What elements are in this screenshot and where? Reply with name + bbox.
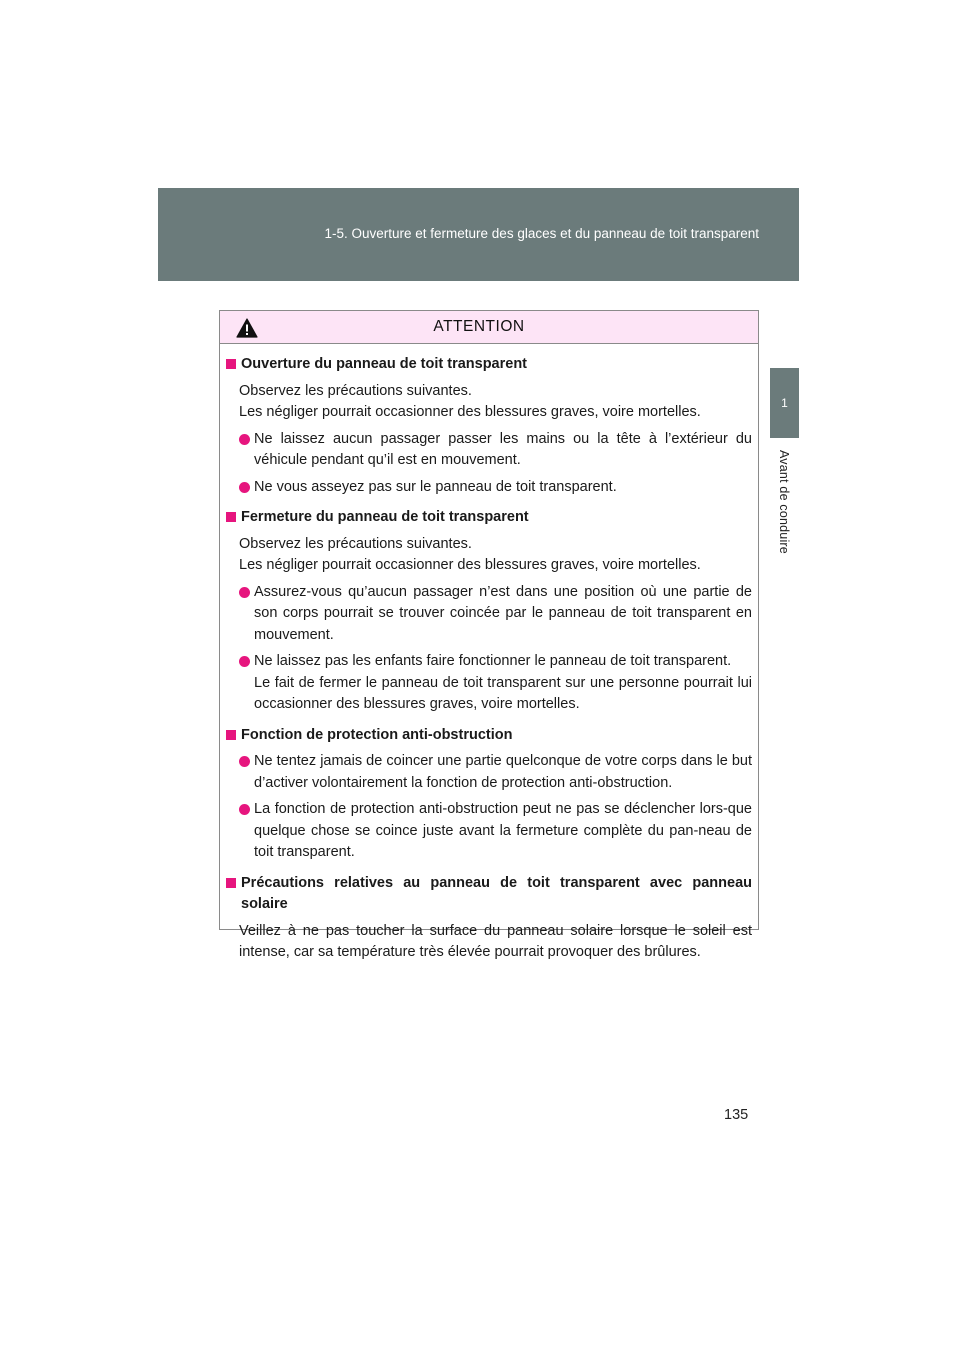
- bullet-item: Ne laissez pas les enfants faire fonctionner le panneau de toit transparent. Le fait de fermer le panneau de toit transparent sur une personne pourrait lui occasionner des blessures graves, voire mortelles.: [225, 651, 752, 716]
- warning-box: [219, 310, 759, 960]
- bullet-item: Ne tentez jamais de coincer une partie quelconque de votre corps dans le but d’activer volontairement la fonction de protection anti-obstruction.: [225, 751, 752, 794]
- square-bullet-icon: [226, 730, 236, 740]
- section-title: 1-5. Ouverture et fermeture des glaces et du panneau de toit transparent: [324, 226, 759, 241]
- bullet-item: Ne vous asseyez pas sur le panneau de toit transparent.: [225, 477, 752, 499]
- header-band: [158, 188, 799, 281]
- circle-bullet-icon: [239, 756, 250, 767]
- chapter-label: Avant de conduire: [777, 450, 791, 554]
- page-number: 135: [724, 1107, 749, 1123]
- section-heading: Précautions relatives au panneau de toit transparent avec panneau solaire: [225, 873, 752, 916]
- bullet-item: Ne laissez aucun passager passer les mains ou la tête à l’extérieur du véhicule pendant qu’il est en mouvement.: [225, 429, 752, 472]
- circle-bullet-icon: [239, 656, 250, 667]
- square-bullet-icon: [226, 512, 236, 522]
- circle-bullet-icon: [239, 482, 250, 493]
- section-heading: Fonction de protection anti-obstruction: [225, 725, 752, 747]
- section-heading: Fermeture du panneau de toit transparent: [225, 507, 752, 529]
- warning-header: [220, 311, 758, 344]
- bullet-item: La fonction de protection anti-obstruction peut ne pas se déclencher lors-que quelque chose se coince juste avant la fermeture complète du pan-neau de toit transparent.: [225, 799, 752, 864]
- paragraph: Observez les précautions suivantes. Les négliger pourrait occasionner des blessures graves, voire mortelles.: [239, 535, 701, 573]
- paragraph: Observez les précautions suivantes. Les négliger pourrait occasionner des blessures graves, voire mortelles.: [239, 382, 701, 420]
- square-bullet-icon: [226, 359, 236, 369]
- warning-body: [220, 344, 758, 964]
- chapter-tab: 1: [770, 368, 799, 438]
- warning-title: ATTENTION: [433, 318, 525, 335]
- bullet-item: Assurez-vous qu’aucun passager n’est dans une position où une partie de son corps pourrait se trouver coincée par le panneau de toit transparent en mouvement.: [225, 582, 752, 647]
- circle-bullet-icon: [239, 434, 250, 445]
- circle-bullet-icon: [239, 587, 250, 598]
- circle-bullet-icon: [239, 804, 250, 815]
- square-bullet-icon: [226, 878, 236, 888]
- paragraph: Veillez à ne pas toucher la surface du panneau solaire lorsque le soleil est intense, car sa température très élevée pourrait provoquer des brûlures.: [239, 922, 752, 960]
- section-heading: Ouverture du panneau de toit transparent: [225, 354, 752, 376]
- warning-triangle-icon: [236, 318, 258, 338]
